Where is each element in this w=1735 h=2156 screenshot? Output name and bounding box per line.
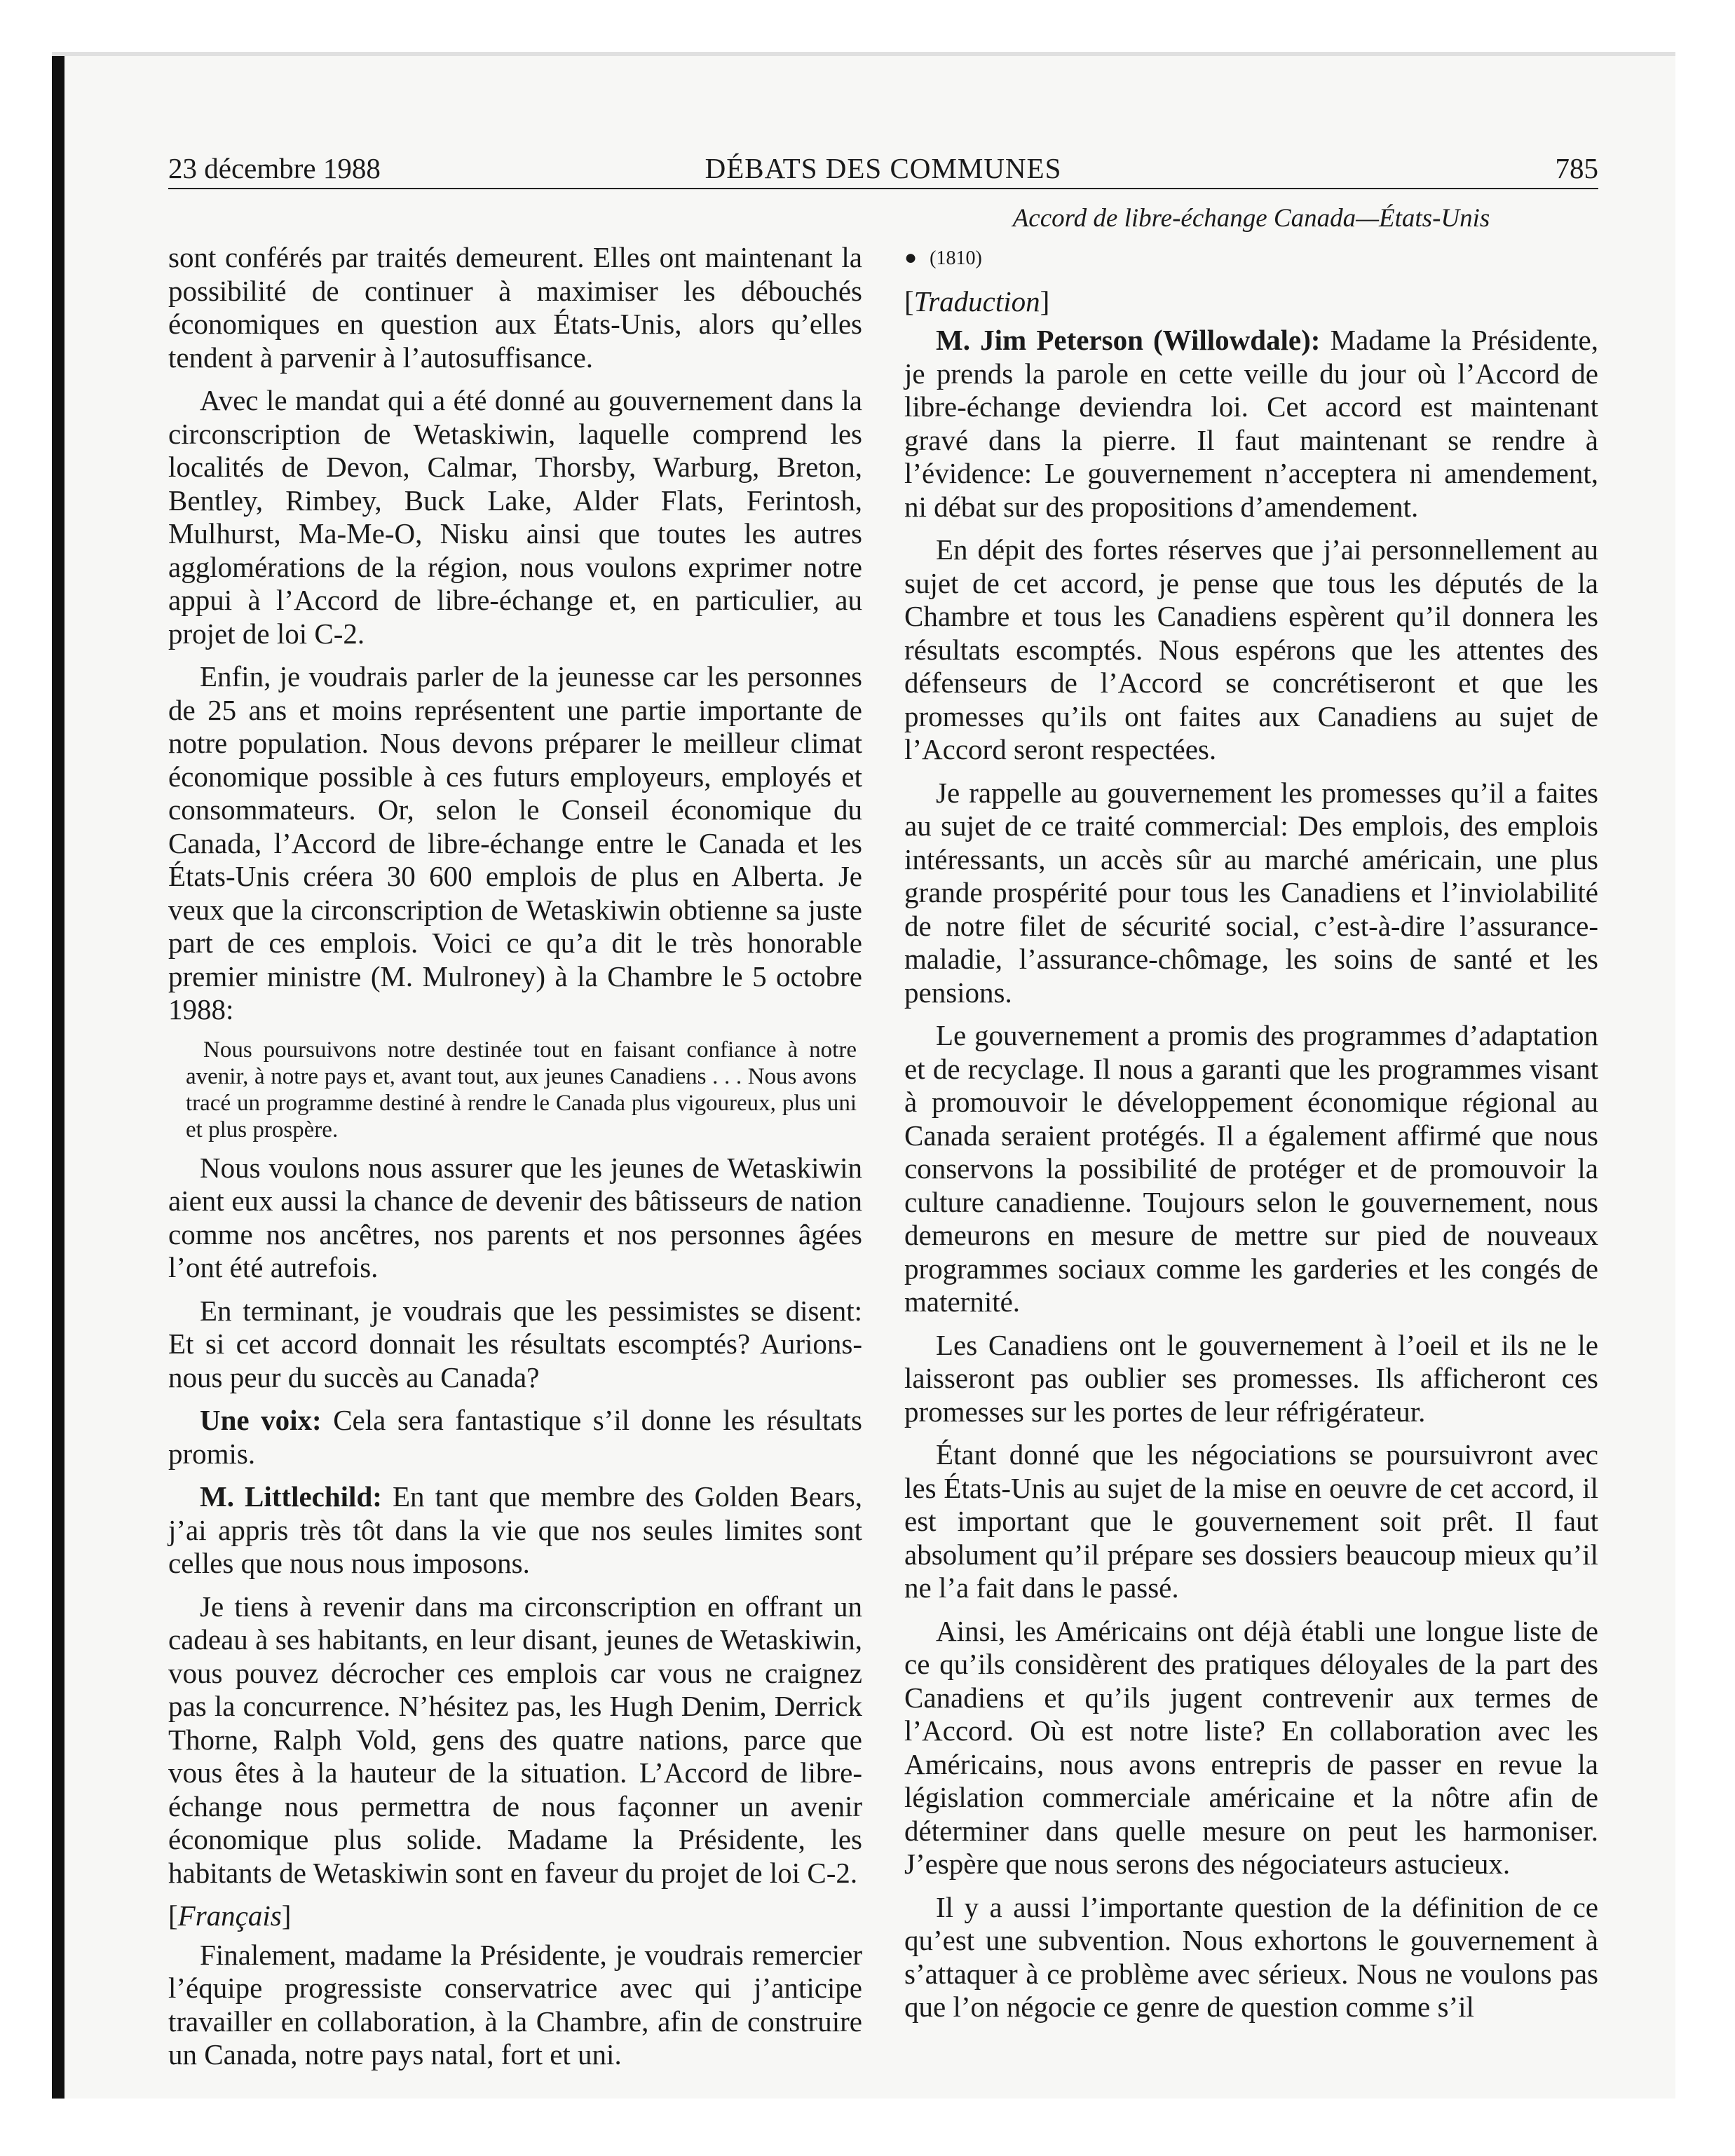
speech-paragraph [168,1480,862,1581]
bracket-close: ] [281,1899,292,1932]
page-number: 785 [1555,152,1598,184]
bracket-open: [ [904,285,914,318]
paragraph: Avec le mandat qui a été donné au gouvernement dans la circonscription de Wetaskiwin, laquelle comprend les localités de Devon, Calmar, Thorsby, Warburg, Breton, Bentley, Rimbey, Buck Lake, Alder Flats, Ferintosh, Mulhurst, Ma-Me-O, Nisku ainsi que toutes les autres agglomérations de la région, nous voulons exprimer notre appui à l’Accord de libre-échange et, en particulier, au projet de loi C-2. [168,384,862,650]
speech-text: Madame la Présidente, je prends la parole en cette veille du jour où l’Accord de libre-échange deviendra loi. Cet accord est maintenant gravé dans la pierre. Il faut maintenant se rendre à l’évidence: Le gouvernement n’acceptera ni amendement, ni débat sur des propositions d’amendement. [904,324,1599,523]
speech-text: Cela sera fantastique s’il donne les résultats promis. [168,1404,863,1470]
language-name: Traduction [913,285,1040,318]
speaker-name: M. Jim Peterson (Willowdale): [936,324,1321,356]
paragraph: sont conférés par traités demeurent. Elles ont maintenant la possibilité de continuer à maximiser les débouchés économiques en question aux États-Unis, alors qu’elles tendent à parvenir à l’autosuffisance. [168,241,862,374]
left-column [168,241,862,2082]
paragraph: Le gouvernement a promis des programmes d’adaptation et de recyclage. Il nous a garanti que les programmes visant à promouvoir le développement économique régional au Canada seraient protégés. Il a également affirmé que nous conservons la possibilité de protéger et de promouvoir la culture canadienne. Toujours selon le gouvernement, nous demeurons en mesure de mettre sur pied de nouveaux programmes sociaux comme les garderies et les congés de maternité. [904,1019,1598,1318]
paragraph: Les Canadiens ont le gouvernement à l’oeil et ils ne le laisseront pas oublier ses promesses. Ils afficheront ces promesses sur les portes de leur réfrigérateur. [904,1328,1598,1428]
running-head [168,144,1598,189]
time-marker-text: (1810) [930,247,982,269]
paragraph: Il y a aussi l’importante question de la définition de ce qu’est une subvention. Nous exhortons le gouvernement à s’attaquer à ce problème avec sérieux. Nous ne voulons pas que l’on négocie ce genre de question comme s’il [904,1890,1598,2023]
paragraph: Enfin, je voudrais parler de la jeunesse car les personnes de 25 ans et moins représentent une partie importante de notre population. Nous devons préparer le meilleur climat économique possible à ces futurs employeurs, employés et consommateurs. Or, selon le Conseil économique du Canada, l’Accord de libre-échange entre le Canada et les États-Unis créera 30 600 emplois de plus en Alberta. Je veux que la circonscription de Wetaskiwin obtienne sa juste part de ces emplois. Voici ce qu’a dit le très honorable premier ministre (M. Mulroney) à la Chambre le 5 octobre 1988: [168,660,862,1025]
right-column [904,241,1598,2034]
paragraph: Je tiens à revenir dans ma circonscription en offrant un cadeau à ses habitants, en leur disant, jeunes de Wetaskiwin, vous pouvez décrocher ces emplois car vous ne craignez pas la concurrence. N’hésitez pas, les Hugh Denim, Derrick Thorne, Ralph Vold, gens des quatre nations, parce que vous êtes à la hauteur de la situation. L’Accord de libre-échange nous permettra de nous façonner un avenir économique plus solide. Madame la Présidente, les habitants de Wetaskiwin sont en faveur du projet de loi C-2. [168,1590,862,1889]
paragraph: En terminant, je voudrais que les pessimistes se disent: Et si cet accord donnait les résultats escomptés? Aurions-nous peur du succès au Canada? [168,1294,862,1393]
paragraph: Étant donné que les négociations se poursuivront avec les États-Unis au sujet de la mise en oeuvre de cet accord, il est important que le gouvernement soit prêt. Il faut absolument qu’il prépare ses dossiers beaucoup mieux qu’il ne l’a fait dans le passé. [904,1438,1598,1604]
speaker-name: Une voix: [200,1404,322,1436]
paragraph: En dépit des fortes réserves que j’ai personnellement au sujet de cet accord, je pense que tous les députés de la Chambre et tous les Canadiens espèrent qu’il donnera les résultats escomptés. Nous espérons que les attentes des défenseurs de l’Accord se concrétiseront et que les promesses qu’ils ont faites aux Canadiens au sujet de l’Accord seront respectées. [904,533,1598,765]
paragraph: Finalement, madame la Présidente, je voudrais remercier l’équipe progressiste conservatrice avec qui j’anticipe travailler en collaboration, à la Chambre, afin de construire un Canada, notre pays natal, fort et uni. [168,1938,862,2070]
bracket-open: [ [168,1899,178,1932]
header-title: DÉBATS DES COMMUNES [705,152,1062,184]
bracket-close: ] [1040,285,1050,318]
speaker-name: M. Littlechild: [200,1480,382,1513]
section-subheading: Accord de libre-échange Canada—États-Unis [1012,204,1490,233]
language-marker [904,285,1598,319]
speech-paragraph [168,1404,862,1471]
time-marker [904,241,1598,275]
paragraph: Je rappelle au gouvernement les promesses qu’il a faites au sujet de ce traité commercial: Des emplois, des emplois intéressants, un accès sûr au marché américain, une plus grande prospérité pour tous les Canadiens et l’inviolabilité de notre filet de sécurité social, c’est-à-dire l’assurance-maladie, l’assurance-chômage, les soins de santé et les pensions. [904,776,1598,1009]
bullet-icon: ● [904,246,918,269]
speech-paragraph [904,324,1598,524]
paragraph: Ainsi, les Américains ont déjà établi une longue liste de ce qu’ils considèrent des pratiques déloyales de la part des Canadiens et qu’ils jugent contrevenir aux termes de l’Accord. Où est notre liste? En collaboration avec les Américains, nous avons entrepris de passer en revue la législation commerciale américaine et la nôtre afin de déterminer dans quelle mesure on peut les harmoniser. J’espère que nous serons des négociateurs astucieux. [904,1614,1598,1880]
block-quote: Nous poursuivons notre destinée tout en faisant confiance à notre avenir, à notre pays et, avant tout, aux jeunes Canadiens . . . Nous avons tracé un programme destiné à rendre le Canada plus vigoureux, plus uni et plus prospère. [186,1037,857,1142]
speech-text: En tant que membre des Golden Bears, j’ai appris très tôt dans la vie que nos seules limites sont celles que nous nous imposons. [168,1480,862,1579]
scan-edge-left [52,52,64,2099]
header-date: 23 décembre 1988 [168,152,381,184]
language-name: Français [177,1899,282,1932]
paragraph: Nous voulons nous assurer que les jeunes de Wetaskiwin aient eux aussi la chance de devenir des bâtisseurs de nation comme nos ancêtres, nos parents et nos personnes âgées l’ont été autrefois. [168,1151,862,1283]
language-marker [168,1899,862,1933]
